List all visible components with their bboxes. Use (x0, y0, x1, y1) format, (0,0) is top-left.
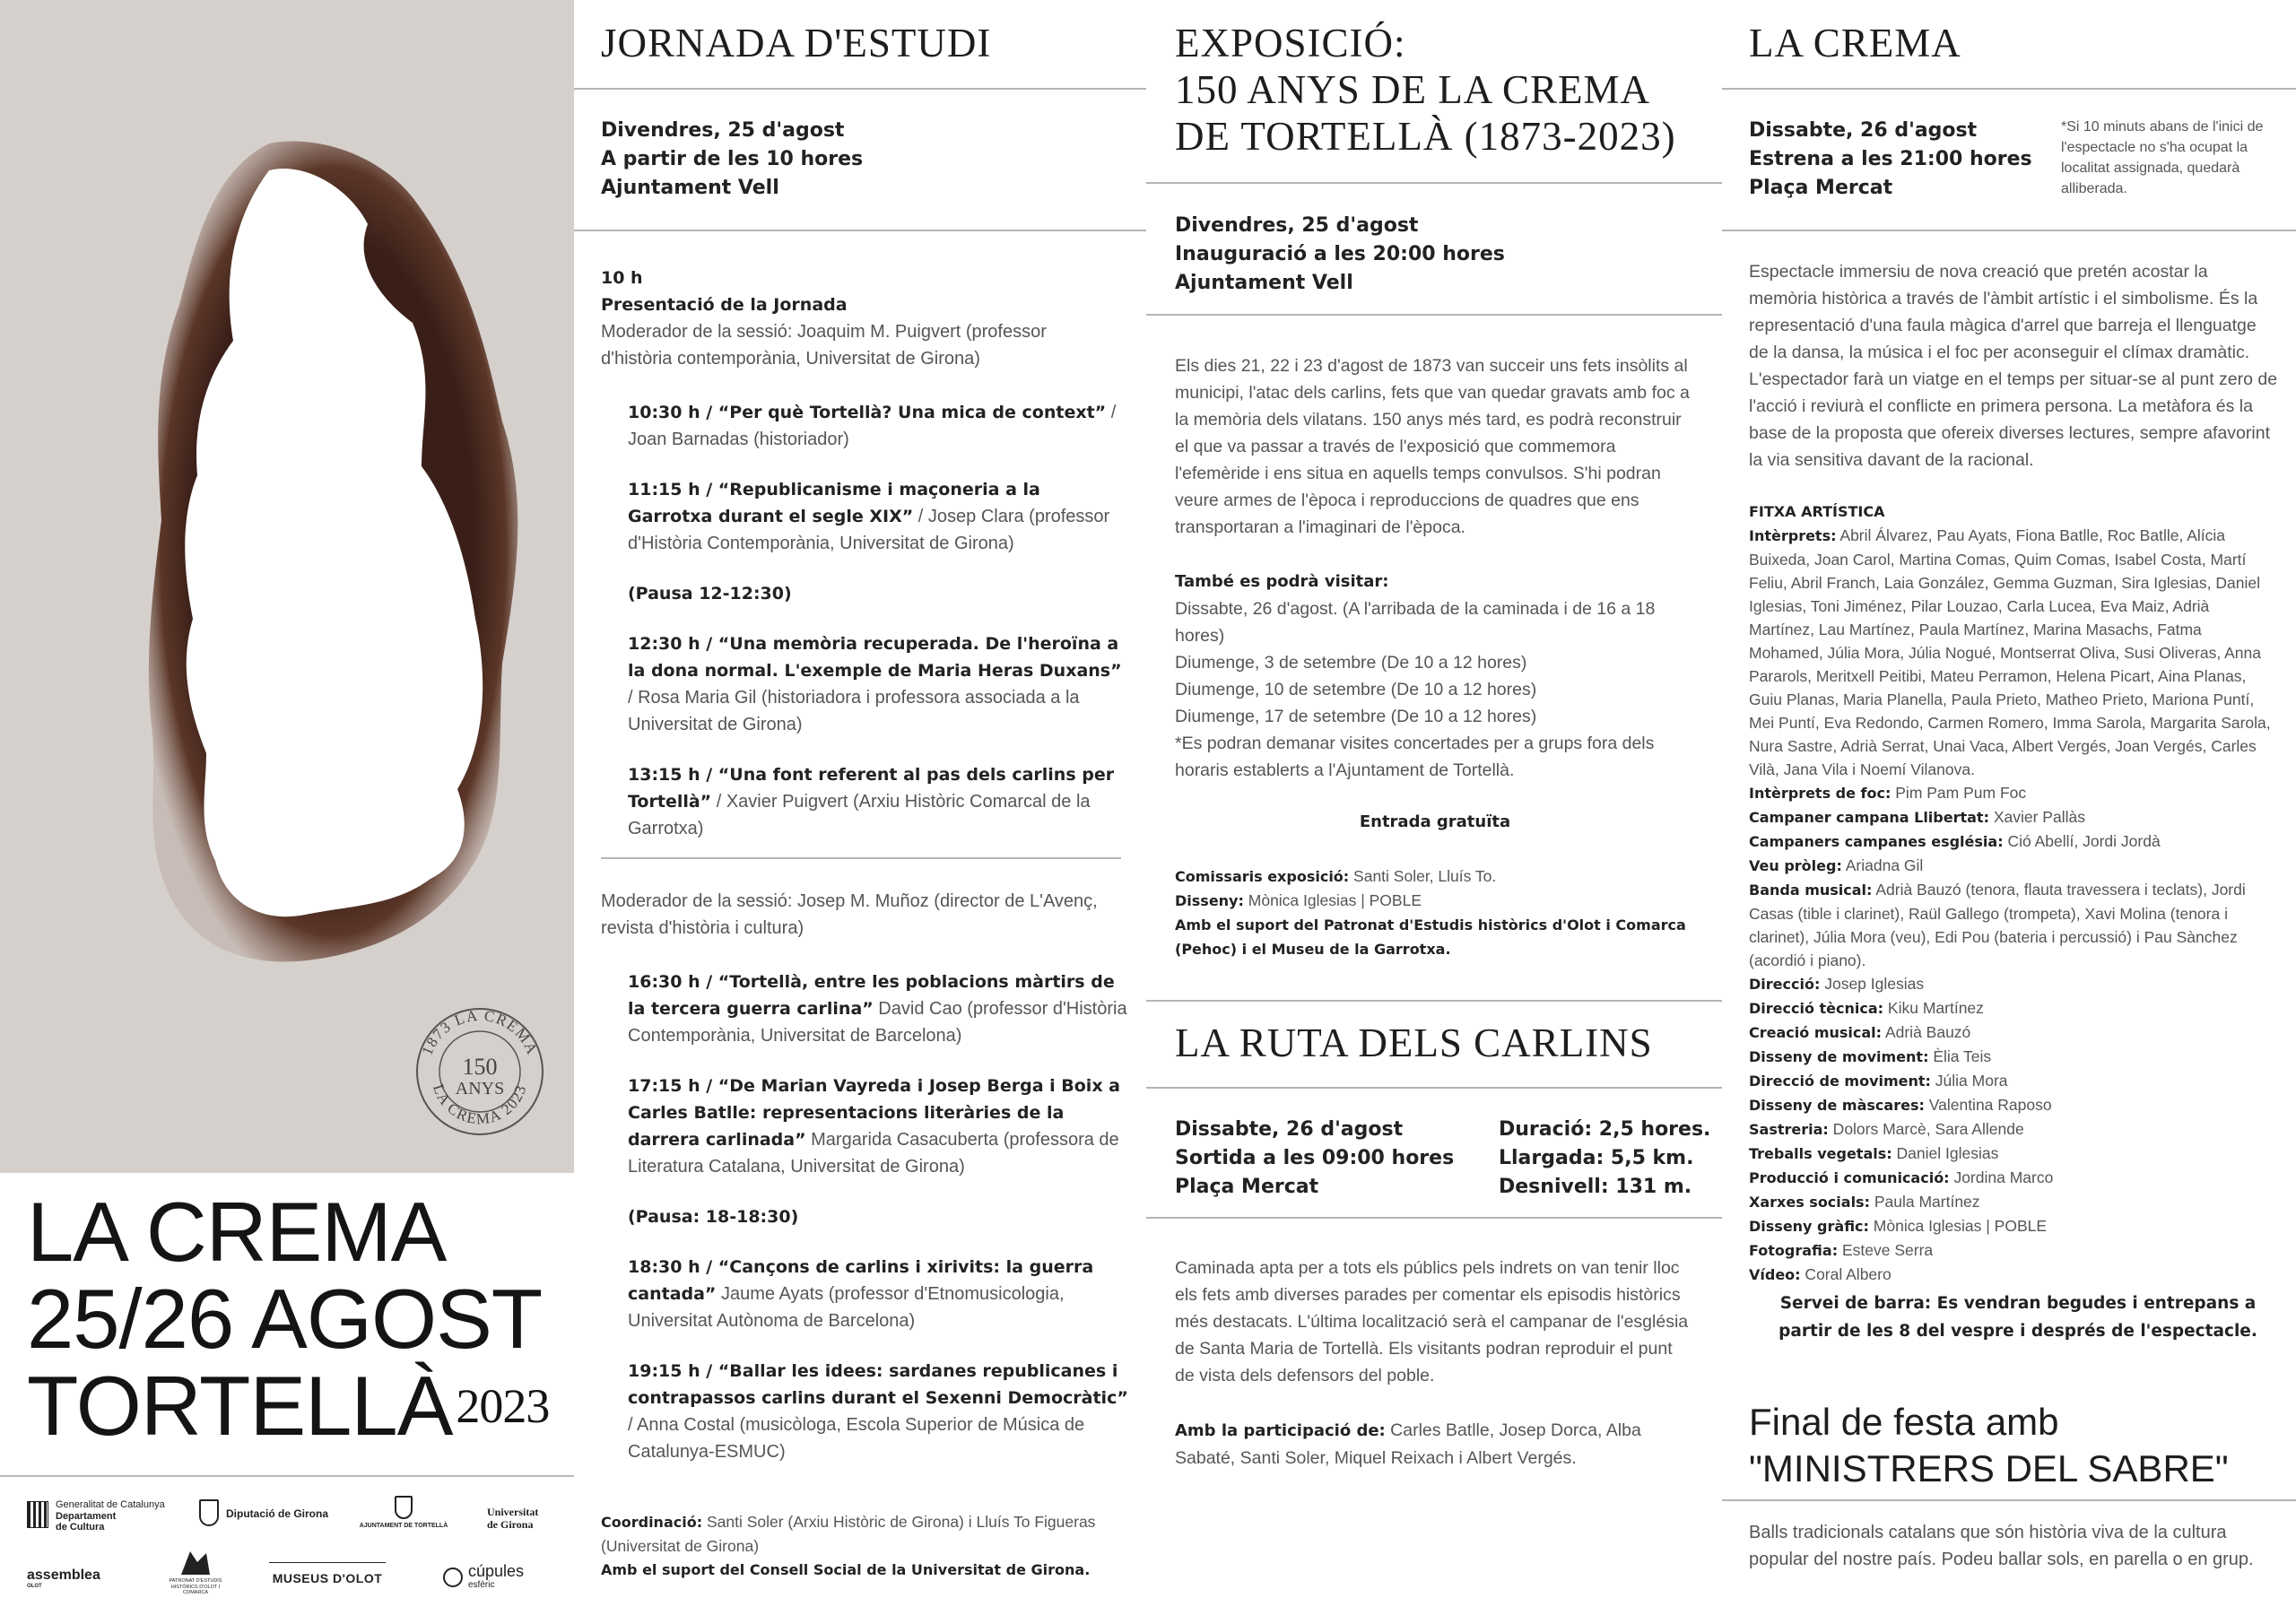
credit-line: Intèrprets de foc: Pim Pam Pum Foc (1749, 784, 2027, 802)
ruta-description: Caminada apta per a tots els públics pels indrets on van tenir lloc els fets amb diverses parades per comentar els episodis històrics més destacats. L'última localització serà el campanar de l'església de Santa Maria de Tortellà. Els visitants podran reproduir el punt de vista dels defensors del poble. (1175, 1258, 1689, 1385)
talk-item: 13:15 h / “Una font referent al pas dels carlins per Tortellà” / Xavier Puigvert (Arxiu Històric Comarcal de la Garrotxa) (628, 765, 1115, 838)
final-description: Balls tradicionals catalans que són història viva de la cultura popular del nostre país. Podeu ballar sols, en parella o en grup. (1749, 1523, 2254, 1569)
talk-item: 16:30 h / “Tortellà, entre les poblacions màrtirs de la tercera guerra carlina” David Cao (professor d'Història Contemporània, Universitat de Barcelona) (628, 972, 1127, 1046)
burnt-paper-artwork (0, 0, 574, 1173)
credit-line: Sastreria: Dolors Marcè, Sara Allende (1749, 1120, 2024, 1138)
credit-line: Disseny gràfic: Mònica Iglesias | POBLE (1749, 1217, 2048, 1235)
poster-title-line: 25/26 AGOST (27, 1272, 543, 1366)
talk-item: 17:15 h / “De Marian Vayreda i Josep Berga i Boix a Carles Batlle: representacions literàries de la darrera carlinada” Margarida Casacuberta (professora de Literatura Catalana, Universitat de Girona) (628, 1076, 1121, 1177)
ruta-info-right: Duració: 2,5 hores. Llargada: 5,5 km. Desnivell: 131 m. (1499, 1118, 1711, 1198)
credit-line: Producció i comunicació: Jordina Marco (1749, 1168, 2054, 1186)
logo-diputacio: Diputació de Girona (199, 1499, 334, 1521)
afternoon-talks-list (628, 968, 1130, 1489)
ruta-info-left: Dissabte, 26 d'agost Sortida a les 09:00 hores Plaça Mercat (1175, 1118, 1455, 1198)
credit-line: Direcció de moviment: Júlia Mora (1749, 1072, 2008, 1090)
expo-visits: També es podrà visitar: Dissabte, 26 d'agost. (A l'arribada de la caminada i de 16 a 18 hores) Diumenge, 3 de setembre (De 10 a 12 hores) Diumenge, 10 de setembre (De 10 a 12 hores) Diumenge, 17 de setembre (De 10 a 12 hores) *Es podran demanar visites concertades per a grups fora dels horaris establerts a l'Ajuntament de Tortellà. (1175, 572, 1656, 780)
logo-assemblea: assemblea OLOT (27, 1568, 100, 1590)
divider (1146, 1217, 1722, 1219)
poster-title-place: TORTELLÀ (27, 1359, 453, 1453)
divider (574, 88, 1146, 90)
divider (574, 230, 1146, 231)
jornada-info: Divendres, 25 d'agost A partir de les 10 hores Ajuntament Vell (601, 119, 864, 199)
seal-bottom-text: LA CREMA 2023 (430, 1081, 530, 1128)
talk-item: 12:30 h / “Una memòria recuperada. De l'heroïna a la dona normal. L'exemple de Maria Heras Duxans” / Rosa Maria Gil (historiadora i professora associada a la Universitat de Girona) (628, 634, 1122, 734)
poster-panel (0, 0, 574, 1624)
poster-title-line: LA CREMA (27, 1185, 447, 1279)
divider (601, 857, 1121, 859)
anniversary-seal (413, 1004, 547, 1139)
shield-icon (199, 1499, 219, 1526)
logo-cupules: cúpules esfèric (443, 1562, 551, 1590)
logo-museus-olot: MUSEUS D'OLOT (269, 1562, 386, 1585)
talk-item: 19:15 h / “Ballar les idees: sardanes republicanes i contrapassos carlins durant el Sexenni Democràtic” / Anna Costal (musicòloga, Escola Superior de Música de Catalunya-ESMUC) (628, 1361, 1128, 1462)
expo-heading: EXPOSICIÓ: 150 ANYS DE LA CREMA DE TORTELLÀ (1873-2023) (1175, 21, 1676, 159)
divider (1722, 230, 2296, 231)
credit-line: Direcció tècnica: Kiku Martínez (1749, 999, 1984, 1017)
credit-line: Campaners campanes església: Ció Abellí, Jordi Jordà (1749, 832, 2161, 850)
seat-note: *Si 10 minuts abans de l'inici de l'espectacle no s'ha ocupat la localitat assignada, quedarà alliberada. (2061, 119, 2264, 196)
burnt-hole-illustration (0, 0, 574, 1173)
talk-item: 11:15 h / “Republicanisme i maçoneria a la Garrotxa durant el segle XIX” / Josep Clara (professor d'Història Contemporània, Universitat de Girona) (628, 480, 1110, 553)
fitxa-artistica: FITXA ARTÍSTICA Intèrprets: Abril Álvarez, Pau Ayats, Fiona Batlle, Roc Batlle, Alícia Buixeda, Joan Carol, Martina Comas, Quim Comas, Isabel Costa, Martí Feliu, Abril Franch, Laia González, Gemma Guzman, Sira Iglesias, Daniel Iglesias, Toni Jiménez, Pilar Louzao, Carla Lucea, Eva Maiz, Adrià Martínez, Lau Martínez, Paula Martínez, Marina Masachs, Fatma Mohamed, Júlia Mora, Júlia Nogué, Montserrat Oliva, Susi Oliveras, Anna Pararols, Meritxell Peitibi, Mateu Perramon, Helena Picart, Aina Planas, Guiu Planas, Maria Planella, Paula Prieto, Matheo Prieto, Mariona Puntí, Mei Puntí, Eva Redondo, Carmen Romero, Imma Sarola, Margarita Sarola, Nura Sastre, Adrià Serrat, Unai Vaca, Albert Vergés, Joan Vergés, Carles Vilà, Jana Vila i Noemí Vilanova. Intèrprets de foc: Pim Pam Pum Foc Campaner campana Llibertat: Xavier Pallàs Campaners campanes església: Ció Abellí, Jordi Jordà Veu pròleg: Ariadna Gil Banda musical: Adrià Bauzó (tenora, flauta travessera i teclats), Jordi Casas (tible i clarinet), Raül Gallego (trompeta), Xavi Molina (tenora i clarinet), Júlia Mora (veu), Edi Pou (bateria i percussió) i Pau Sànchez (acordió i piano). Direcció: Josep Iglesias Direcció tècnica: Kiku Martínez Creació musical: Adrià Bauzó Disseny de moviment: Èlia Teis Direcció de moviment: Júlia Mora Disseny de màscares: Valentina Raposo Sastreria: Dolors Marcè, Sara Allende Treballs vegetals: Daniel Iglesias Producció i comunicació: Jordina Marco Xarxes socials: Paula Martínez Disseny gràfic: Mònica Iglesias | POBLE Fotografia: Esteve Serra Vídeo: Coral Albero (1749, 499, 2278, 1287)
morning-talks-list (628, 399, 1130, 865)
bar-service-note: Servei de barra: Es vendran begudes i entrepans a partir de les 8 del vespre i després de l'espectacle. (1779, 1294, 2257, 1341)
credit-line: Fotografia: Esteve Serra (1749, 1241, 1934, 1259)
credit-line: Disseny de moviment: Èlia Teis (1749, 1047, 1992, 1065)
divider (1722, 1499, 2296, 1501)
divider (1722, 88, 2296, 90)
crema-column (1722, 0, 2296, 1624)
seal-top-text: 1873 LA CREMA (418, 1006, 542, 1058)
morning-session: 10 h Presentació de la Jornada Moderador de la sessió: Joaquim M. Puigvert (professor d'història contemporània, Universitat de Girona) (601, 268, 1047, 369)
expo-info: Divendres, 25 d'agost Inauguració a les 20:00 hores Ajuntament Vell (1175, 214, 1505, 294)
credit-line: Treballs vegetals: Daniel Iglesias (1749, 1144, 1999, 1162)
seal-number: 150 (462, 1054, 498, 1080)
crema-info: Dissabte, 26 d'agost Estrena a les 21:00 hores Plaça Mercat (1749, 119, 2032, 199)
ruta-participants: Amb la participació de: Carles Batlle, Josep Dorca, Alba Sabaté, Santi Soler, Miquel Reixach i Albert Vergés. (1175, 1420, 1641, 1468)
jornada-heading: JORNADA D'ESTUDI (601, 21, 992, 65)
credit-line: Direcció: Josep Iglesias (1749, 975, 1925, 993)
credit-line: Intèrprets: Abril Álvarez, Pau Ayats, Fiona Batlle, Roc Batlle, Alícia Buixeda, Joan Carol, Martina Comas, Quim Comas, Isabel Costa, Martí Feliu, Abril Franch, Laia González, Gemma Guzman, Sira Iglesias, Daniel Iglesias, Toni Jiménez, Pilar Louzao, Carla Lucea, Eva Maiz, Adrià Martínez, Lau Martínez, Paula Martínez, Marina Masachs, Fatma Mohamed, Júlia Mora, Júlia Nogué, Montserrat Oliva, Susi Oliveras, Anna Pararols, Meritxell Peitibi, Mateu Perramon, Helena Picart, Aina Planas, Guiu Planas, Maria Planella, Paula Prieto, Matheo Prieto, Mariona Puntí, Mei Puntí, Eva Redondo, Carmen Romero, Imma Sarola, Margarita Sarola, Nura Sastre, Adrià Serrat, Unai Vaca, Albert Vergés, Joan Vergés, Carles Vilà, Jana Vila i Noemí Vilanova. (1749, 526, 2271, 778)
ruta-heading: LA RUTA DELS CARLINS (1175, 1020, 1653, 1065)
seal-word: ANYS (455, 1079, 505, 1099)
crema-heading: LA CREMA (1749, 21, 1961, 65)
logo-pehoc: PATRONAT D'ESTUDIS HISTÒRICS D'OLOT I COMARCA (160, 1550, 231, 1595)
logo-generalitat: Generalitat de Catalunya Departament de Cultura (27, 1499, 170, 1533)
free-entry-label: Entrada gratuïta (1359, 812, 1511, 831)
poster-title-line-with-year (27, 1359, 565, 1463)
poster-title (27, 1185, 565, 1463)
final-heading: Final de festa amb "MINISTRERS DEL SABRE" (1749, 1401, 2229, 1489)
talk-item: 18:30 h / “Cançons de carlins i xirivits: la guerra cantada” Jaume Ayats (professor d'Etnomusicologia, Universitat Autònoma de Barcelona) (628, 1257, 1094, 1331)
divider (1146, 1000, 1722, 1002)
pause-item: (Pausa 12-12:30) (628, 584, 792, 604)
poster-title-year: 2023 (456, 1379, 550, 1433)
logo-ajuntament: AJUNTAMENT DE TORTELLÀ (354, 1496, 453, 1530)
afternoon-moderator: Moderador de la sessió: Josep M. Muñoz (director de L'Avenç, revista d'història i cultura) (601, 891, 1098, 938)
divider (1146, 1087, 1722, 1089)
credit-line: Veu pròleg: Ariadna Gil (1749, 856, 1924, 874)
logo-udg: Universitat de Girona (487, 1506, 539, 1531)
credit-line: Xarxes socials: Paula Martínez (1749, 1193, 1980, 1211)
generalitat-emblem-icon (27, 1501, 48, 1528)
credit-line: Vídeo: Coral Albero (1749, 1265, 1892, 1283)
expo-description: Els dies 21, 22 i 23 d'agost de 1873 van succeir uns fets insòlits al municipi, l'atac dels carlins, fets que van quedar gravats amb foc a la memòria dels vilatans. 150 anys més tard, es podrà reconstruir el que va passar a través de l'exposició que commemora l'efemèride i ens situa en aquells temps convulsos. S'hi podran veure armes de l'època i reproduccions de quadres que ens transportaran a l'imaginari de l'època. (1175, 356, 1690, 537)
credit-line: Creació musical: Adrià Bauzó (1749, 1023, 1971, 1041)
divider (0, 1475, 574, 1477)
svg-text:1873 LA CREMA (419, 1007, 542, 1058)
jornada-column (574, 0, 1146, 1624)
expo-credits: Comissaris exposició: Santi Soler, Lluís To. Disseny: Mònica Iglesias | POBLE Amb el suport del Patronat d'Estudis històrics d'Olot i Comarca (Pehoc) i el Museu de la Garrotxa. (1175, 867, 1686, 958)
credit-line: Campaner campana Llibertat: Xavier Pallàs (1749, 808, 2085, 826)
credit-line: Banda musical: Adrià Bauzó (tenora, flauta travessera i teclats), Jordi Casas (tible i clarinet), Raül Gallego (trompeta), Xavi Molina (tenora i clarinet), Júlia Mora (veu), Edi Pou (bateria i percussió) i Pau Sànchez (acordió i piano). (1749, 881, 2246, 969)
municipal-shield-icon (395, 1496, 413, 1519)
exposicio-column (1146, 0, 1722, 1624)
jornada-credits: Coordinació: Santi Soler (Arxiu Històric de Girona) i Lluís To Figueras (Universitat de Girona) Amb el suport del Consell Social de la Universitat de Girona. (601, 1513, 1096, 1578)
talk-item: 10:30 h / “Per què Tortellà? Una mica de context” / Joan Barnadas (historiador) (628, 403, 1117, 449)
crema-description: Espectacle immersiu de nova creació que pretén acostar la memòria històrica a través de l'àmbit artístic i el simbolisme. És la representació d'una faula màgica d'arrel que barreja el llenguatge de la dansa, la música i el foc per aconseguir el clímax dramàtic. L'espectador farà un viatge en el temps per situar-se al punt zero de l'acció i reviurà el conflicte en primera persona. La metàfora és la base de la proposta que ofereix diverses lectures, sempre afavorint la via sensitiva davant de la racional. (1749, 262, 2278, 470)
divider (1146, 182, 1722, 184)
pause-item: (Pausa: 18-18:30) (628, 1207, 799, 1227)
divider (1146, 314, 1722, 316)
credit-line: Disseny de màscares: Valentina Raposo (1749, 1096, 2052, 1114)
pehoc-mark-icon (179, 1550, 212, 1576)
dome-icon (443, 1568, 463, 1587)
